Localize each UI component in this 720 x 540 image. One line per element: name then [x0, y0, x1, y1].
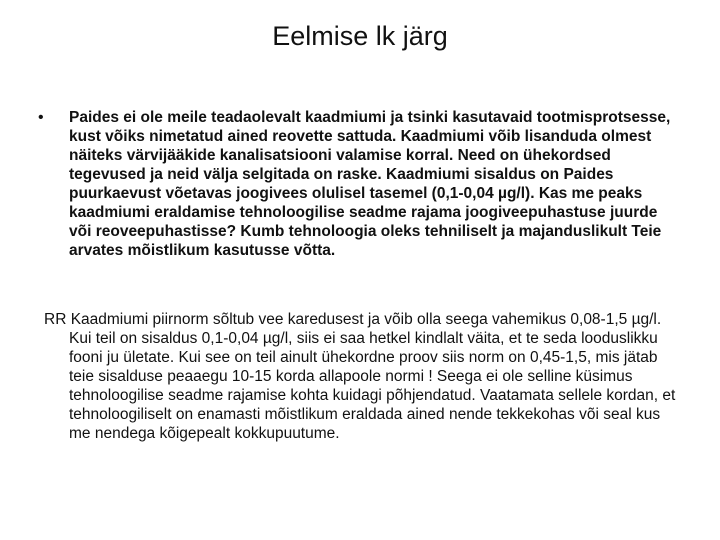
- question-text: Paides ei ole meile teadaolevalt kaadmiumi ja tsinki kasutavaid tootmisprotsesse, kust võiks nimetatud ained reovette sattuda. Kaadmiumi võib lisanduda olmest näiteks värvijääkide kanalisatsiooni valamise korral. Need on ühekordsed tegevused ja neid välja selgitada on raske. Kaadmiumi sisaldus on Paides puurkaevust võetavas joogivees olulisel tasemel (0,1-0,04 µg/l). Kas me peaks kaadmiumi eraldamise tehnoloogilise seadme rajama joogiveepuhastuse juurde või reoveepuhastisse? Kumb tehnoloogia oleks tehniliselt ja majanduslikult Teie arvates mõistlikum kasutusse võtta.: [69, 109, 671, 259]
- answer-text: RR Kaadmiumi piirnorm sõltub vee karedusest ja võib olla seega vahemikus 0,08-1,5 µg/l. Kui teil on sisaldus 0,1-0,04 µg/l, siis ei saa hetkel kindlalt väita, et te seda looduslikku fooni ju ületate. Kui see on teil ainult ühekordne proov siis norm on 0,45-1,5, mis jätab teie sisalduse peaaegu 10-15 korda allapoole normi ! Seega ei ole selline küsimus tehnoloogilise seadme rajamise kohta kuidagi põhjendatud. Vaatamata sellele kordan, et tehnoloogiliselt on enamasti mõistlikum eraldada ained nende tekkekohas või seal kus me nendega kõigepealt kokkupuutume.: [44, 311, 676, 442]
- answer-block: [44, 310, 684, 443]
- bullet-dot-icon: •: [38, 109, 44, 126]
- slide-title: Eelmise lk järg: [272, 21, 448, 51]
- question-bullet: [38, 108, 678, 260]
